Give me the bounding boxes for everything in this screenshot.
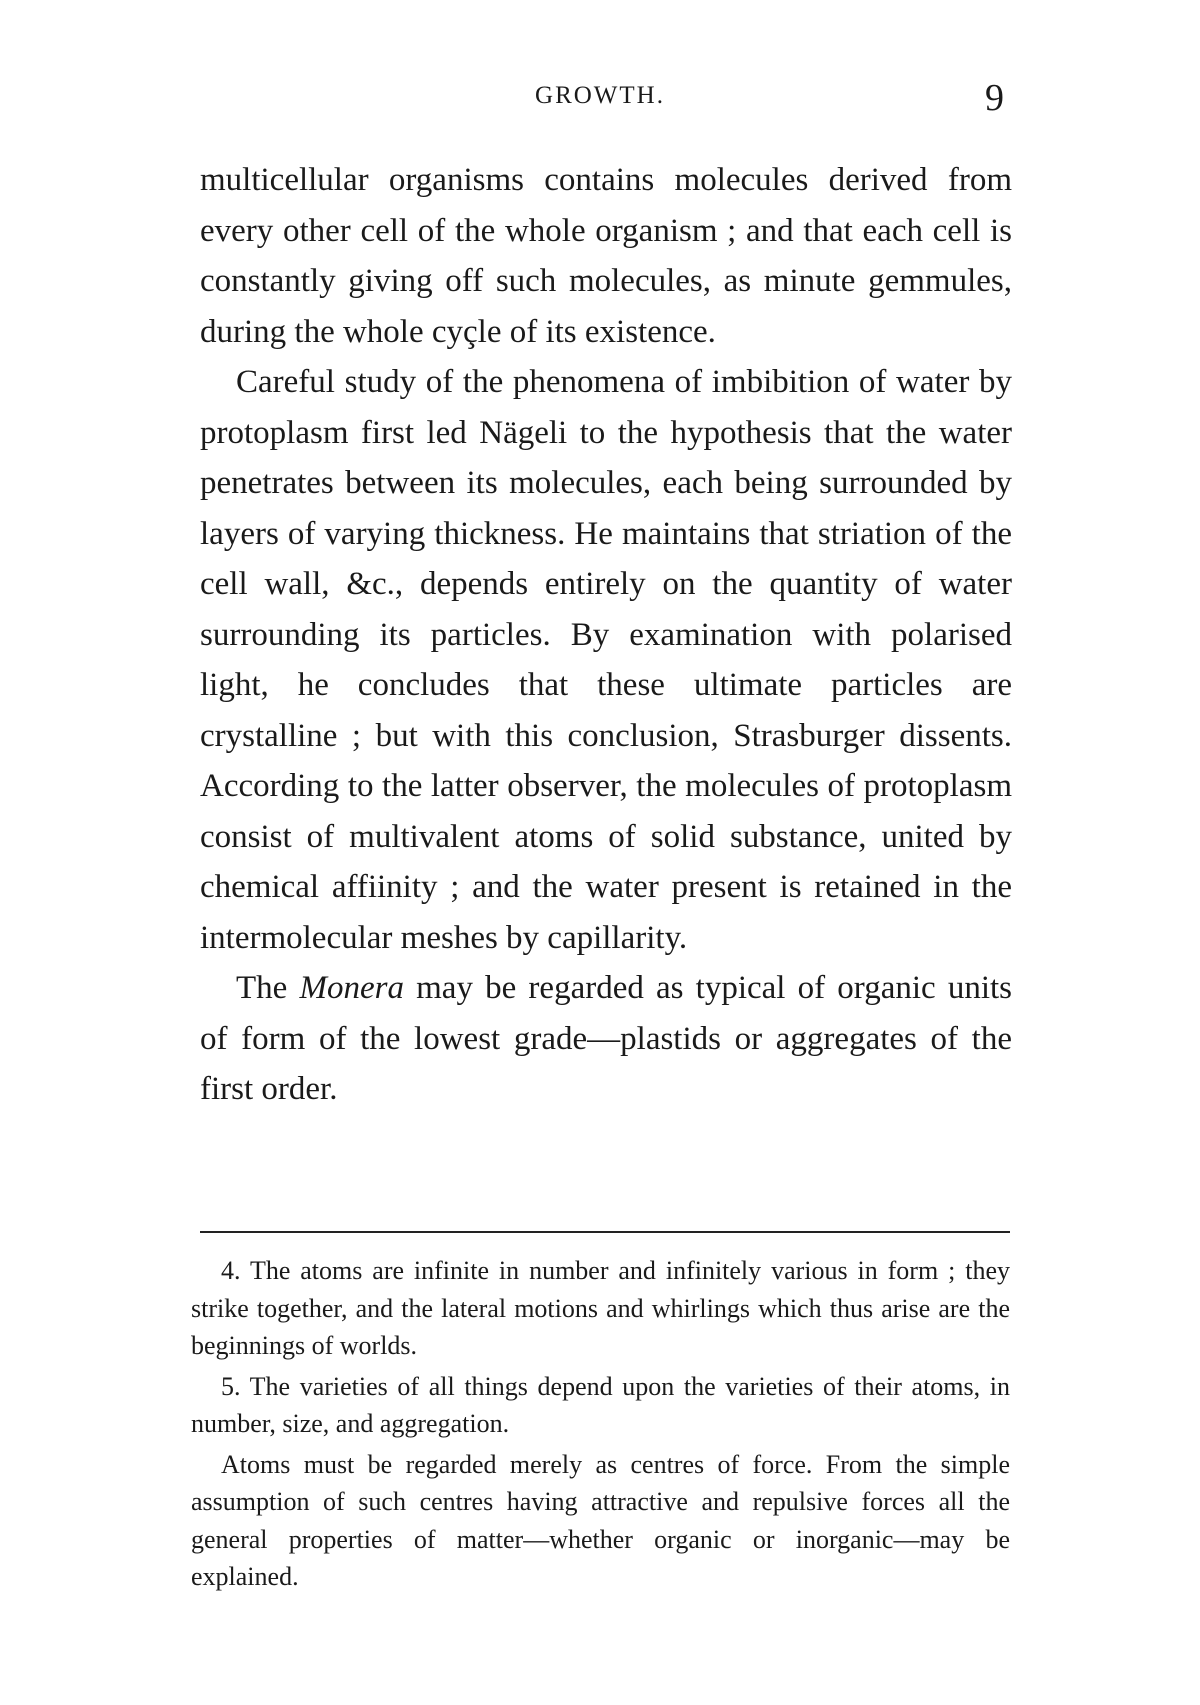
paragraph-2: Careful study of the phenomena of imbibition of water by protoplasm first led Nägeli to the hypothesis that the water penetrates between its molecules, each being surrounded by layers of varying thickness. He maintains that striation of the cell wall, &c., depends entirely on the quantity of water surrounding its particles. By examination with polarised light, he concludes that these ultimate particles are crystalline ; but with this conclusion, Strasburger dissents. According to the latter observer, the molecules of protoplasm consist of multivalent atoms of solid substance, united by chemical affiinity ; and the water present is retained in the intermolecular meshes by capillarity. [200,364,1012,956]
footnote-5: 5. The varieties of all things depend upon the varieties of their atoms, in number, size, and aggregation. [191,1371,1010,1438]
page-header [0,77,1200,122]
footnote-rule [200,1231,1010,1233]
paragraph-3 [200,963,1012,1115]
footnote-4: 4. The atoms are infinite in number and infinitely various in form ; they strike together, and the lateral motions and whirlings which thus arise are the beginnings of worlds. [191,1256,1010,1360]
body-text [200,155,1012,1115]
footnote-atoms: Atoms must be regarded merely as centres of force. From the simple assumption of such centres having attractive and repulsive forces all the general properties of matter—whether organic or inorganic—may be explained. [191,1449,1010,1591]
page-number: 9 [985,77,1004,119]
monera-italic: Monera [299,970,404,1006]
paragraph-1: multicellular organisms contains molecules derived from every other cell of the whole organism ; and that each cell is constantly giving off such molecules, as minute gemmules, during the whole cyçle of its existence. [200,162,1012,350]
paragraph-3-end: may be regarded as typical of organic units of form of the lowest grade—plastids or aggregates of the first order. [200,970,1012,1107]
footnotes [191,1252,1010,1596]
paragraph-3-start: The [236,970,300,1006]
running-title: GROWTH. [535,82,665,109]
